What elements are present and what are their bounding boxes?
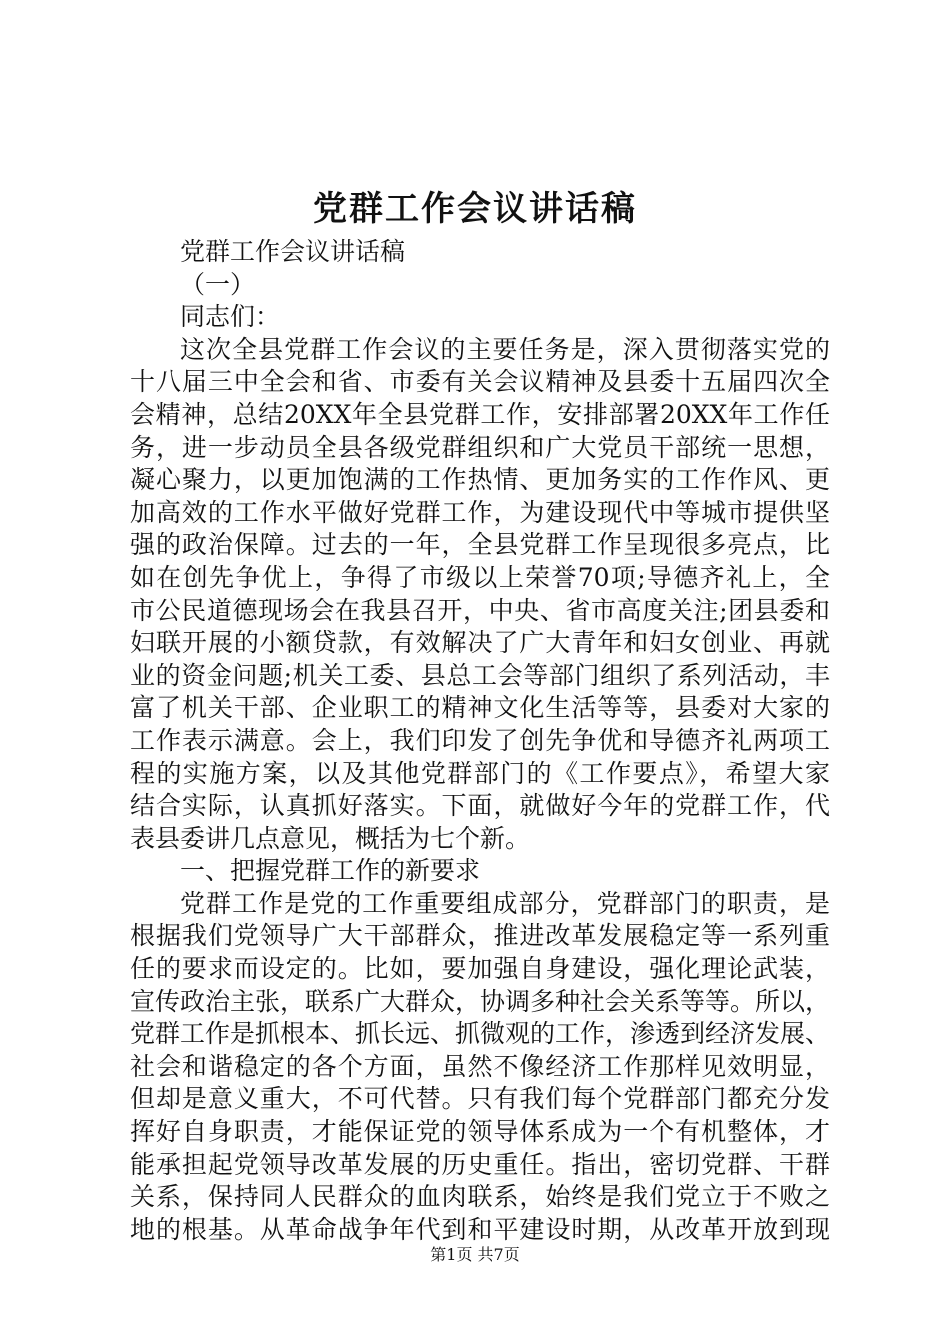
text-line: 党群工作是抓根本、抓长远、抓微观的工作，渗透到经济发展、 bbox=[130, 1019, 831, 1049]
text-line: （一） bbox=[180, 269, 256, 299]
text-line: 富了机关干部、企业职工的精神文化生活等等，县委对大家的 bbox=[130, 693, 830, 723]
text-line: 工作表示满意。会上，我们印发了创先争优和导德齐礼两项工 bbox=[130, 725, 830, 755]
text-line: 务，进一步动员全县各级党群组织和广大党员干部统一思想， bbox=[130, 432, 830, 462]
text-line: 表县委讲几点意见，概括为七个新。 bbox=[130, 823, 531, 853]
text-line: 市公民道德现场会在我县召开，中央、省市高度关注;团县委和 bbox=[130, 595, 830, 625]
text-line: 挥好自身职责，才能保证党的领导体系成为一个有机整体，才 bbox=[130, 1117, 830, 1147]
text-line: 强的政治保障。过去的一年，全县党群工作呈现很多亮点，比 bbox=[130, 530, 830, 560]
text-line: 加高效的工作水平做好党群工作，为建设现代中等城市提供坚 bbox=[130, 497, 830, 527]
text-line: 如在创先争优上，争得了市级以上荣誉70项;导德齐礼上，全 bbox=[130, 562, 830, 592]
text-line: 一、把握党群工作的新要求 bbox=[180, 856, 481, 886]
text-line: 同志们： bbox=[180, 302, 281, 332]
text-line: 这次全县党群工作会议的主要任务是，深入贯彻落实党的 bbox=[180, 334, 830, 364]
text-line: 结合实际，认真抓好落实。下面，就做好今年的党群工作，代 bbox=[130, 791, 830, 821]
page-footer: 第1页 共7页 bbox=[430, 1245, 520, 1264]
text-line: 程的实施方案，以及其他党群部门的《工作要点》，希望大家 bbox=[130, 758, 830, 788]
text-line: 妇联开展的小额贷款，有效解决了广大青年和妇女创业、再就 bbox=[130, 628, 830, 658]
text-line: 凝心聚力，以更加饱满的工作热情、更加务实的工作作风、更 bbox=[130, 465, 830, 495]
text-line: 宣传政治主张，联系广大群众，协调多种社会关系等等。所以， bbox=[130, 986, 831, 1016]
text-line: 党群工作会议讲话稿 bbox=[180, 237, 406, 266]
text-line: 社会和谐稳定的各个方面，虽然不像经济工作那样见效明显， bbox=[130, 1051, 830, 1081]
text-line: 十八届三中全会和省、市委有关会议精神及县委十五届四次全 bbox=[130, 367, 830, 397]
text-line: 根据我们党领导广大干部群众，推进改革发展稳定等一系列重 bbox=[130, 921, 830, 951]
text-line: 但却是意义重大，不可代替。只有我们每个党群部门都充分发 bbox=[130, 1084, 830, 1114]
text-line: 能承担起党领导改革发展的历史重任。指出，密切党群、干群 bbox=[130, 1149, 830, 1179]
text-line: 地的根基。从革命战争年代到和平建设时期，从改革开放到现 bbox=[130, 1214, 830, 1244]
document-title: 党群工作会议讲话稿 bbox=[313, 189, 637, 229]
document-body bbox=[130, 236, 830, 1246]
text-line: 党群工作是党的工作重要组成部分，党群部门的职责，是 bbox=[180, 888, 830, 918]
text-line: 会精神，总结20XX年全县党群工作，安排部署20XX年工作任 bbox=[130, 399, 830, 429]
text-line: 业的资金问题;机关工委、县总工会等部门组织了系列活动，丰 bbox=[130, 660, 830, 690]
text-line: 关系，保持同人民群众的血肉联系，始终是我们党立于不败之 bbox=[130, 1182, 830, 1212]
text-line: 任的要求而设定的。比如，要加强自身建设，强化理论武装， bbox=[130, 954, 830, 984]
